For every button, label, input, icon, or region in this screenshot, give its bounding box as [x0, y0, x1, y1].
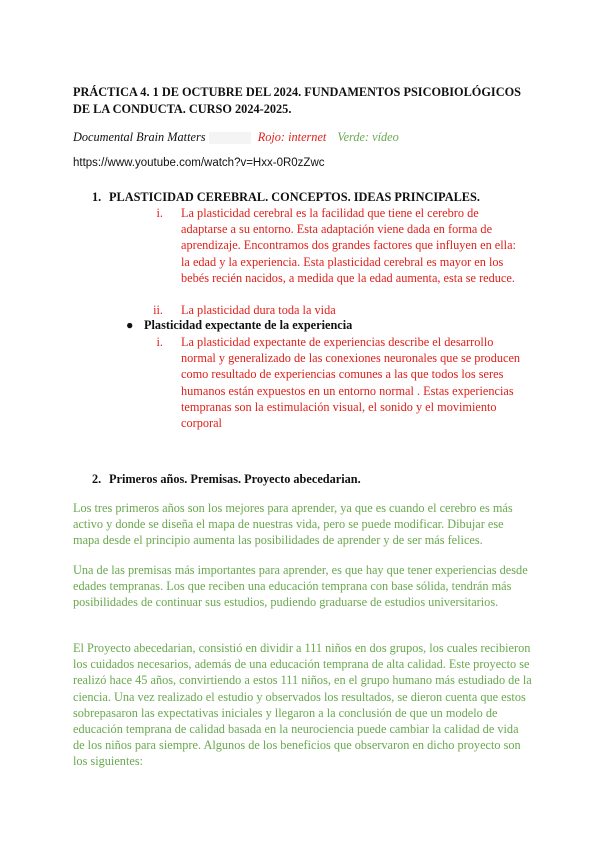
bullet-icon: ●: [126, 318, 134, 332]
list-item: La plasticidad dura toda la vida: [181, 303, 336, 317]
section-2-heading: [92, 472, 361, 487]
list-marker: ii.: [153, 303, 163, 317]
legend-red: Rojo: internet: [257, 130, 327, 144]
section-1-heading: [92, 190, 480, 205]
video-link[interactable]: https://www.youtube.com/watch?v=Hxx-0R0zZwc: [73, 157, 325, 169]
list-marker: i.: [156, 206, 163, 220]
section-2-number: 2.: [92, 472, 102, 486]
bullet-heading: [126, 318, 352, 333]
documental-label: Documental Brain Matters: [73, 130, 206, 144]
paragraph: Una de las premisas más importantes para aprender, es que hay que tener experiencias desde edades tempranas. Los que reciben una educación temprana con base sólida, tendrán más posibilidades de continuar sus estudios, pudiendo graduarse de estudios universitarios.: [73, 563, 528, 610]
section-1-number: 1.: [92, 190, 102, 204]
section-2-title: Primeros años. Premisas. Proyecto abecedarian.: [109, 472, 361, 486]
source-legend: [73, 130, 399, 145]
paragraph: Los tres primeros años son los mejores para aprender, ya que es cuando el cerebro es más activo y donde se diseña el mapa de nuestras vida, pero se puede modificar. Dibujar ese mapa desde el principio aumenta las posibilidades de aprender y de ser más felices.: [73, 501, 513, 548]
legend-green: Verde: vídeo: [337, 130, 399, 144]
list-item: La plasticidad expectante de experiencias describe el desarrollo normal y generalizado de las conexiones neuronales que se producen como resultado de experiencias comunes a las que todos los seres humanos están expuestos en un entorno normal . Estas experiencias tempranas son la estimulación visual, el sonido y el movimiento corporal: [181, 335, 521, 431]
paragraph: El Proyecto abecedarian, consistió en dividir a 111 niños en dos grupos, los cuales recibieron los cuidados necesarios, además de una educación temprana de alta calidad. Este proyecto se realizó hace 45 años, convirtiendo a estos 111 niños, en el grupo humano más estudiado de la ciencia. Una vez realizado el estudio y observados los resultados, se dieron cuenta que estos sobrepasaron las expectativas iniciales y llegaron a la conclusión de que un modelo de educación temprana de calidad basada en la neurociencia puede cambiar la calidad de vida de los niños para siempre. Algunos de los beneficios que observaron en dicho proyecto son los siguientes:: [73, 641, 532, 769]
highlight-box: [209, 132, 251, 144]
list-item: La plasticidad cerebral es la facilidad que tiene el cerebro de adaptarse a su entorno. Esta adaptación viene dada en forma de aprendizaje. Encontramos dos grandes factores que influyen en ella: la edad y la experiencia. Esta plasticidad cerebral es mayor en los bebés recién nacidos, a medida que la edad aumenta, esta se reduce.: [181, 206, 516, 285]
section-1-title: PLASTICIDAD CEREBRAL. CONCEPTOS. IDEAS PRINCIPALES.: [109, 190, 480, 204]
list-marker: i.: [156, 335, 163, 349]
bullet-title: Plasticidad expectante de la experiencia: [144, 318, 353, 332]
document-title: PRÁCTICA 4. 1 DE OCTUBRE DEL 2024. FUNDAMENTOS PSICOBIOLÓGICOS DE LA CONDUCTA. CURSO 2024-2025.: [73, 85, 521, 116]
